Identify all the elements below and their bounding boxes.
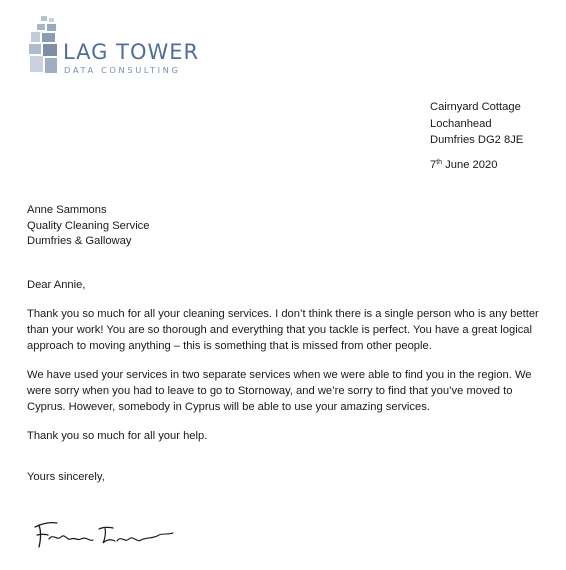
body-paragraph [27,367,547,415]
paragraph-line: were sorry when you had to leave to go to Stornoway, and we’re sorry to find that you’ve moved to [27,385,513,397]
letter-date [430,159,497,171]
sender-address-line: Lochanhead [430,117,492,130]
recipient-line: Anne Sammons [27,204,107,216]
sender-address [430,99,523,149]
paragraph-line: We have used your services in two separate services when we were able to find you in the region. We [27,369,532,381]
paragraph-line: Thank you so much for all your help. [27,430,208,442]
closing: Yours sincerely, [27,471,105,483]
paragraph-line: approach to moving anything – this is something that is missed from other people. [27,340,432,352]
sender-address-line: Cairnyard Cottage [430,101,521,113]
date-day: 7 [430,159,437,171]
body-paragraph [27,428,547,444]
paragraph-line: Thank you so much for all your cleaning services. I don’t think there is a single person who is any better [27,308,539,320]
sender-address-line: Dumfries DG2 8JE [430,134,524,146]
date-rest: June 2020 [442,159,498,171]
recipient-line: Quality Cleaning Service [27,219,150,232]
recipient-address [27,203,150,250]
company-logo [27,16,217,76]
date-suffix: th [436,159,443,166]
body-paragraph [27,306,547,354]
logo-subtitle: DATA CONSULTING [64,65,181,75]
salutation: Dear Annie, [27,279,86,291]
paragraph-line: Cyprus. However, somebody in Cyprus will be able to use your amazing services. [27,401,430,413]
handwritten-signature [33,517,183,553]
logo-mark-icon [27,16,61,74]
logo-name: LAG TOWER [63,40,200,64]
paragraph-line: than your work! You are so thorough and everything that you tackle is perfect. You have a great logical [27,324,533,336]
recipient-line: Dumfries & Galloway [27,235,132,247]
